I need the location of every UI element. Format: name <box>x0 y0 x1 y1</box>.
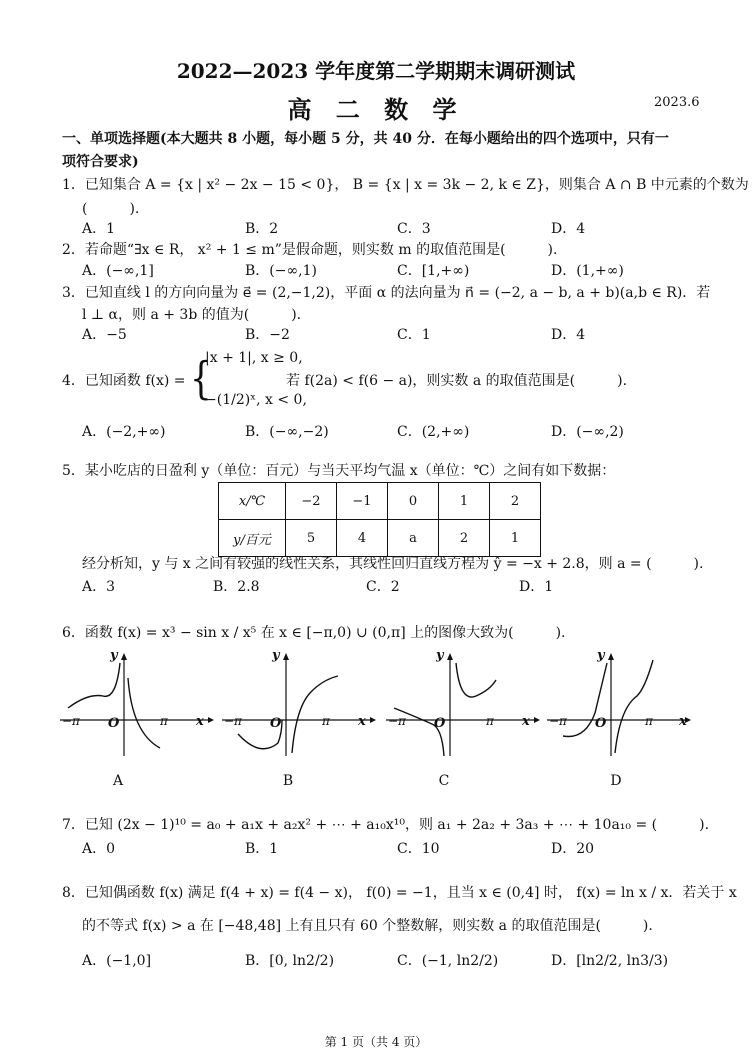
x-axis-label: x <box>679 714 687 729</box>
neg-pi-label: −π <box>549 714 567 728</box>
table-cell: y/百元 <box>219 520 286 557</box>
question-7-option-a: A．0 <box>82 841 116 857</box>
neg-pi-label: −π <box>388 714 406 728</box>
question-3-option-c: C．1 <box>397 327 431 343</box>
section-heading-line2: 项符合要求) <box>62 154 139 170</box>
exam-subtitle: 高 二 数 学 <box>287 95 465 124</box>
graph-a-label: A <box>112 773 124 789</box>
question-5-text: 5．某小吃店的日盈利 y（单位：百元）与当天平均气温 x（单位：℃）之间有如下数据： <box>62 463 616 479</box>
question-1-text: 1．已知集合 A = {x | x² − 2x − 15 < 0}， B = {x | x = 3k − 2, k ∈ Z}，则集合 A ∩ B 中元素的个数为 <box>62 177 749 193</box>
graph-c <box>384 648 544 758</box>
question-6-text: 6．函数 f(x) = x³ − sin x / x⁵ 在 x ∈ [−π,0) ∪ (0,π] 上的图像大致为( ). <box>62 625 566 641</box>
question-8-option-b: B．[0, ln2/2) <box>245 953 335 969</box>
question-4-suffix: 若 f(2a) < f(6 − a)，则实数 a 的取值范围是( ). <box>286 373 628 389</box>
pi-label: π <box>322 714 330 728</box>
question-5-option-c: C．2 <box>366 579 400 595</box>
x-axis-label: x <box>196 714 204 729</box>
question-2-option-a: A．(−∞,1] <box>82 263 154 279</box>
table-row <box>219 483 541 520</box>
question-7-option-b: B．1 <box>245 841 279 857</box>
page-footer: 第 1 页（共 4 页） <box>324 1035 428 1049</box>
neg-pi-label: −π <box>224 714 242 728</box>
origin-label: O <box>108 716 120 731</box>
neg-pi-label: −π <box>62 714 80 728</box>
graph-d-label: D <box>610 773 622 789</box>
origin-label: O <box>270 716 282 731</box>
question-4-option-a: A．(−2,+∞) <box>82 424 166 440</box>
question-4-option-c: C．(2,+∞) <box>397 424 470 440</box>
table-cell: 4 <box>337 520 388 557</box>
question-3-text-cont: l ⊥ α，则 a + 3b 的值为( ). <box>82 307 302 323</box>
exam-date: 2023.6 <box>654 95 700 110</box>
question-8-text-cont: 的不等式 f(x) > a 在 [−48,48] 上有且只有 60 个整数解，则实数 a 的取值范围是( ). <box>82 918 653 934</box>
question-5-option-d: D．1 <box>519 579 554 595</box>
question-1-option-b: B．2 <box>245 221 279 237</box>
question-8-option-d: D．[ln2/2, ln3/3) <box>551 953 669 969</box>
table-cell: 2 <box>439 520 490 557</box>
graph-b <box>220 648 380 758</box>
question-2-option-b: B．(−∞,1) <box>245 263 317 279</box>
graph-d <box>545 648 705 758</box>
table-cell: a <box>388 520 439 557</box>
table-cell: 1 <box>490 520 541 557</box>
x-axis-label: x <box>522 714 530 729</box>
pi-label: π <box>486 714 494 728</box>
graph-c-label: C <box>438 773 450 789</box>
table-cell: −1 <box>337 483 388 520</box>
question-1-option-c: C．3 <box>397 221 431 237</box>
question-4-option-b: B．(−∞,−2) <box>245 424 329 440</box>
graph-a <box>58 648 218 758</box>
table-cell: 2 <box>490 483 541 520</box>
question-4-case-1: |x + 1|, x ≥ 0, <box>205 350 303 366</box>
table-cell: 1 <box>439 483 490 520</box>
table-cell: 5 <box>286 520 337 557</box>
y-axis-label: y <box>436 648 444 663</box>
origin-label: O <box>434 716 446 731</box>
question-8-option-c: C．(−1, ln2/2) <box>397 953 499 969</box>
question-4-case-2: −(1/2)ˣ, x < 0, <box>205 392 307 408</box>
question-3-option-b: B．−2 <box>245 327 290 343</box>
y-axis-label: y <box>110 648 118 663</box>
origin-label: O <box>595 716 607 731</box>
x-axis-label: x <box>358 714 366 729</box>
exam-title: 2022—2023 学年度第二学期期末调研测试 <box>176 59 576 83</box>
question-1-option-d: D．4 <box>551 221 586 237</box>
graph-b-label: B <box>282 773 294 789</box>
question-8-text: 8．已知偶函数 f(x) 满足 f(4 + x) = f(4 − x)， f(0) = −1，且当 x ∈ (0,4] 时， f(x) = ln x / x．若关于 x <box>62 885 737 901</box>
y-axis-label: y <box>272 648 280 663</box>
table-cell: x/℃ <box>219 483 286 520</box>
question-7-text: 7．已知 (2x − 1)¹⁰ = a₀ + a₁x + a₂x² + ⋯ + a₁₀x¹⁰，则 a₁ + 2a₂ + 3a₃ + ⋯ + 10a₁₀ = ( ). <box>62 817 710 833</box>
question-4-prefix: 4．已知函数 f(x) = <box>62 373 186 389</box>
table-row <box>219 520 541 557</box>
question-5-text-cont: 经分析知，y 与 x 之间有较强的线性关系，其线性回归直线方程为 ŷ = −x + 2.8，则 a = ( ). <box>82 556 704 572</box>
question-1-option-a: A．1 <box>82 221 116 237</box>
question-3-option-d: D．4 <box>551 327 586 343</box>
question-5-option-a: A．3 <box>82 579 116 595</box>
question-7-option-c: C．10 <box>397 841 440 857</box>
question-2-option-d: D．(1,+∞) <box>551 263 624 279</box>
question-8-option-a: A．(−1,0] <box>82 953 152 969</box>
question-1-text-cont: ( ). <box>82 201 140 217</box>
table-cell: 0 <box>388 483 439 520</box>
question-3-text: 3．已知直线 l 的方向向量为 e⃗ = (2,−1,2)，平面 α 的法向量为 n⃗ = (−2, a − b, a + b)(a,b ∈ R)．若 <box>62 285 711 301</box>
piecewise-brace: { <box>190 353 212 405</box>
question-4-option-d: D．(−∞,2) <box>551 424 624 440</box>
question-7-option-d: D．20 <box>551 841 595 857</box>
question-3-option-a: A．−5 <box>82 327 127 343</box>
section-heading-line1: 一、单项选择题(本大题共 8 小题，每小题 5 分，共 40 分．在每小题给出的四个选项中，只有一 <box>62 131 669 147</box>
pi-label: π <box>645 714 653 728</box>
y-axis-label: y <box>597 648 605 663</box>
question-2-option-c: C．[1,+∞) <box>397 263 470 279</box>
question-2-text: 2．若命题“∃x ∈ R， x² + 1 ≤ m”是假命题，则实数 m 的取值范围是( ). <box>62 242 558 258</box>
table-cell: −2 <box>286 483 337 520</box>
data-table <box>218 482 541 557</box>
question-5-option-b: B．2.8 <box>213 579 260 595</box>
pi-label: π <box>160 714 168 728</box>
